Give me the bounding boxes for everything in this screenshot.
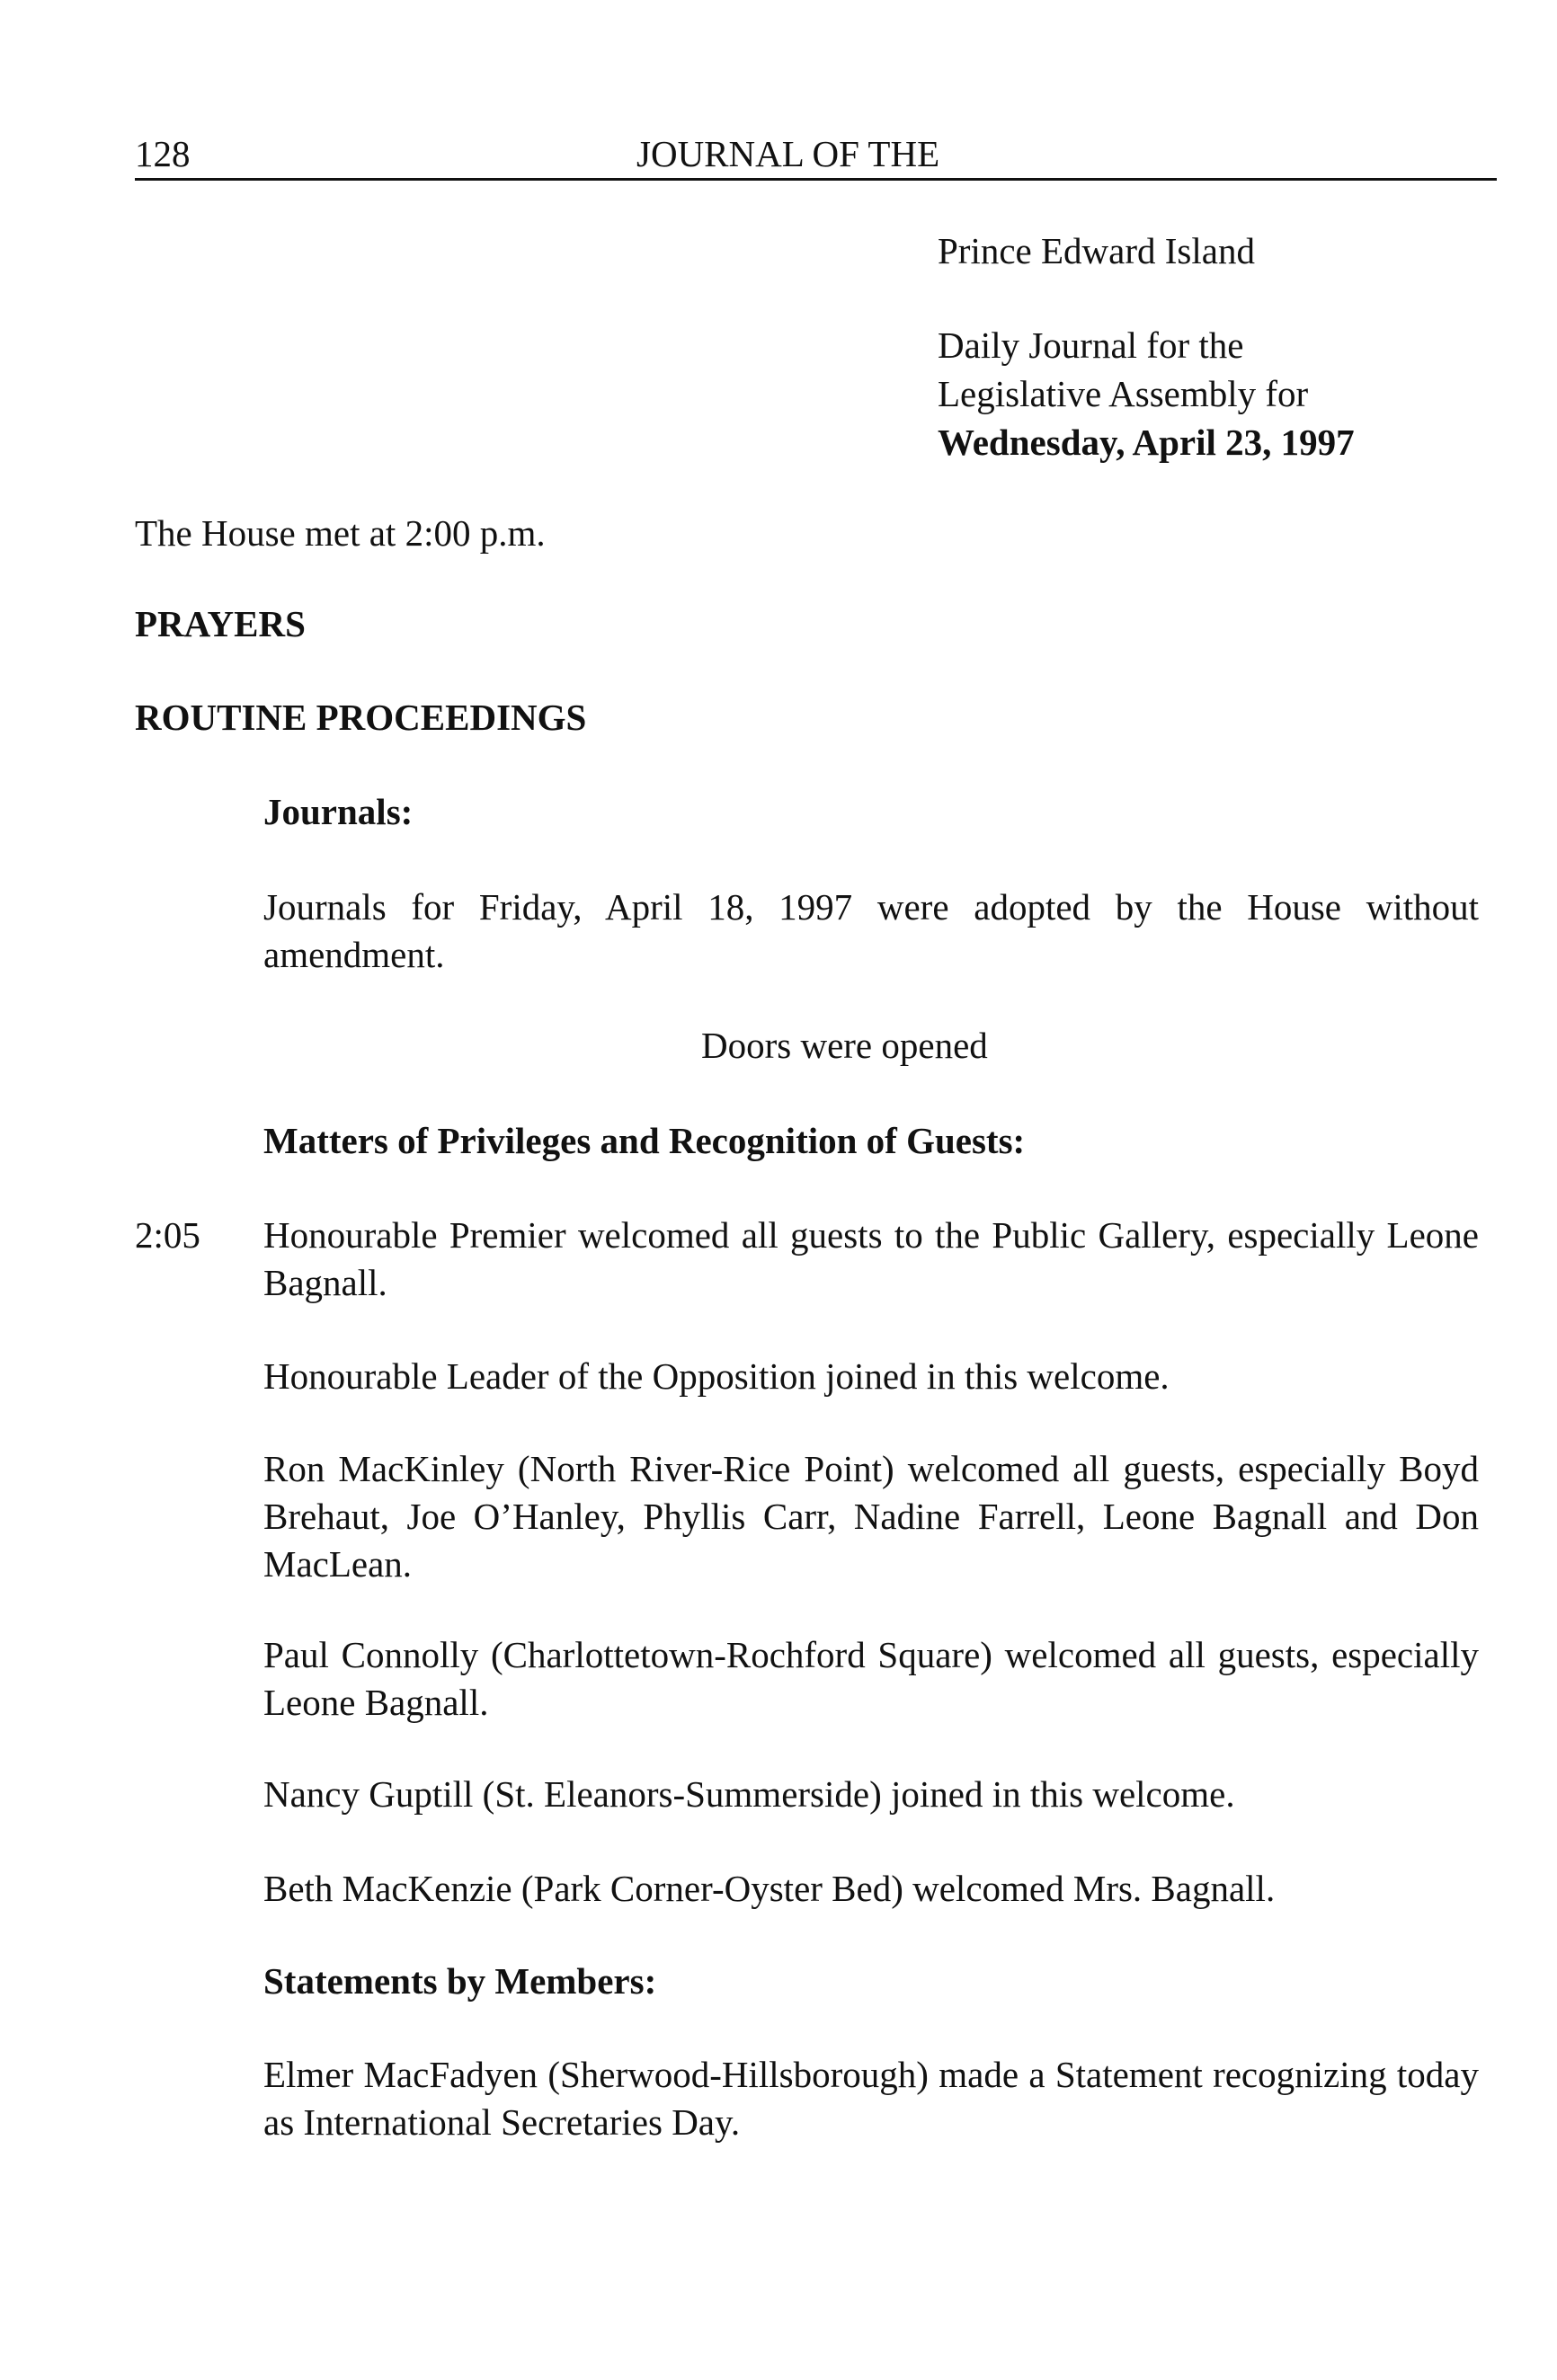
- privilege-entry: Ron MacKinley (North River-Rice Point) welcomed all guests, especially Boyd Brehaut, Joe O’Hanley, Phyllis Carr, Nadine Farrell, Leone Bagnall and Don MacLean.: [263, 1448, 1479, 1585]
- time-marker: 2:05: [135, 1214, 200, 1256]
- header-rule: [135, 178, 1497, 181]
- prayers-heading: PRAYERS: [135, 603, 306, 644]
- house-met-line: The House met at 2:00 p.m.: [135, 512, 546, 554]
- running-title: JOURNAL OF THE: [636, 133, 940, 174]
- routine-proceedings-heading: ROUTINE PROCEEDINGS: [135, 697, 587, 738]
- statement-entry: Elmer MacFadyen (Sherwood-Hillsborough) made a Statement recognizing today as International Secretaries Day.: [263, 2054, 1479, 2143]
- privilege-entry: Beth MacKenzie (Park Corner-Oyster Bed) welcomed Mrs. Bagnall.: [263, 1868, 1276, 1909]
- masthead-line-2: Legislative Assembly for: [938, 373, 1309, 414]
- journals-heading: Journals:: [263, 791, 414, 832]
- privilege-entry: Honourable Premier welcomed all guests to the Public Gallery, especially Leone Bagnall.: [263, 1214, 1479, 1303]
- doors-opened-line: Doors were opened: [701, 1025, 988, 1066]
- masthead-line-1: Daily Journal for the: [938, 324, 1244, 366]
- privilege-entry: Honourable Leader of the Opposition joined in this welcome.: [263, 1355, 1170, 1397]
- page-number: 128: [135, 133, 191, 174]
- journals-paragraph: Journals for Friday, April 18, 1997 were adopted by the House without amendment.: [263, 886, 1479, 975]
- privileges-heading: Matters of Privileges and Recognition of Guests:: [263, 1120, 1026, 1161]
- privilege-entry: Nancy Guptill (St. Eleanors-Summerside) joined in this welcome.: [263, 1773, 1235, 1815]
- sitting-date: Wednesday, April 23, 1997: [938, 422, 1355, 463]
- province-name: Prince Edward Island: [938, 230, 1255, 271]
- privilege-entry: Paul Connolly (Charlottetown-Rochford Square) welcomed all guests, especially Leone Bagnall.: [263, 1634, 1479, 1723]
- statements-heading: Statements by Members:: [263, 1960, 657, 2002]
